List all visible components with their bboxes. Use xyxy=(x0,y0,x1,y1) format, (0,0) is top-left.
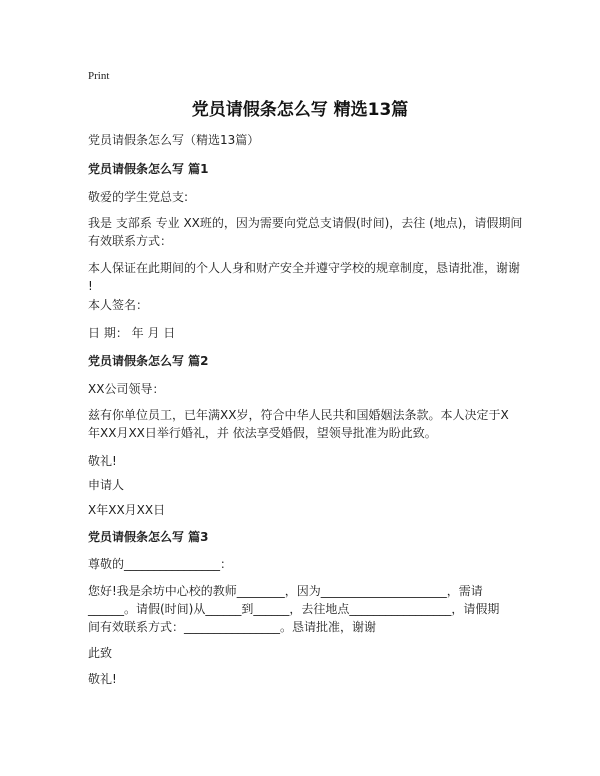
signature-line: 本人签名： xyxy=(88,298,149,312)
section-heading: 党员请假条怎么写 篇2 xyxy=(88,354,209,368)
document-title: 党员请假条怎么写 精选13篇 xyxy=(191,100,409,120)
date-line: 日 期： 年 月 日 xyxy=(88,326,176,340)
date-line: X年XX月XX日 xyxy=(88,503,166,517)
document-subtitle: 党员请假条怎么写（精选13篇） xyxy=(88,133,260,147)
paragraph-line: XX公司领导： xyxy=(88,382,165,396)
section-heading: 党员请假条怎么写 篇3 xyxy=(88,530,209,544)
paragraph-line: 兹有你单位员工，已年满XX岁，符合中华人民共和国婚姻法条款。本人决定于X xyxy=(88,408,509,422)
paragraph-line: ! xyxy=(88,279,93,293)
paragraph-line: 此致 xyxy=(88,646,113,660)
paragraph-line: 本人保证在此期间的个人人身和财产安全并遵守学校的规章制度，恳请批准，谢谢 xyxy=(88,261,521,275)
applicant-line: 申请人 xyxy=(88,478,125,492)
paragraph-line: 敬爱的学生党总支: xyxy=(88,190,189,204)
paragraph-line: ______。请假(时间)从______到______，去往地点_________________，请假期 xyxy=(88,602,500,616)
paragraph-line: 有效联系方式： xyxy=(88,234,173,248)
paragraph-line: 我是 支部系 专业 XX班的，因为需要向党总支请假(时间)，去往 (地点)，请假期间 xyxy=(88,216,523,230)
paragraph-line: 您好!我是余坊中心校的教师________，因为_____________________，需请 xyxy=(88,584,483,598)
paragraph-line: 敬礼! xyxy=(88,672,117,686)
paragraph-line: 尊敬的________________： xyxy=(88,557,233,571)
section-heading: 党员请假条怎么写 篇1 xyxy=(88,162,209,176)
paragraph-line: 间有效联系方式：________________。恳请批准，谢谢 xyxy=(88,620,377,634)
paragraph-line: 敬礼! xyxy=(88,454,117,468)
paragraph-line: 年XX月XX日举行婚礼，并 依法享受婚假，望领导批准为盼此致。 xyxy=(88,426,437,440)
print-label[interactable]: Print xyxy=(88,70,110,82)
